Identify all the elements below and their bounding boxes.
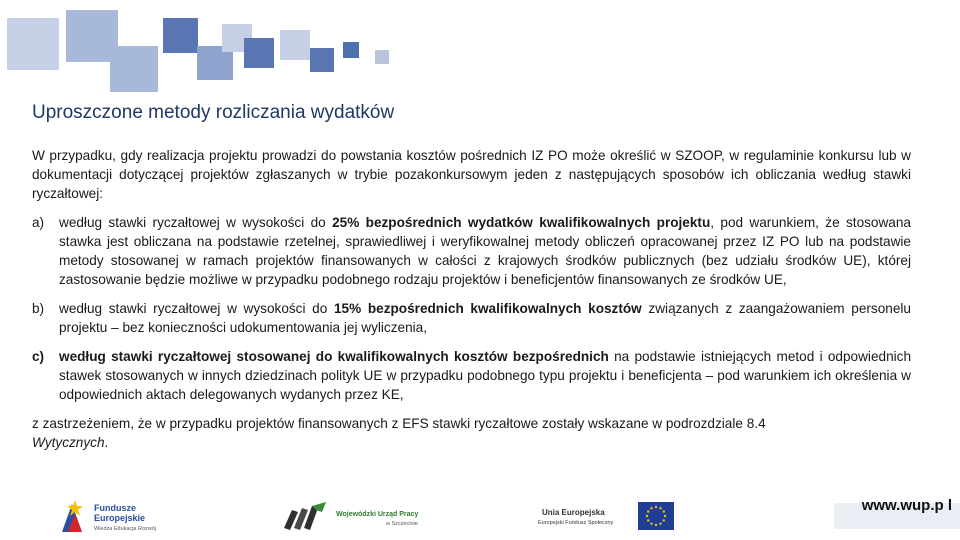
fe-star-icon bbox=[60, 498, 90, 534]
list-item bbox=[32, 213, 911, 289]
unia-europejska-logo bbox=[538, 500, 678, 532]
list-item-text: według stawki ryczałtowej w wysokości do 25% bezpośrednich wydatków kwalifikowalnych projektu, pod warunkiem, że stosowana stawka jest obliczana na podstawie rzetelnej, sprawiedliwej i weryfikowalnej metody obliczeń opracowanej przez IZ PO lub na podstawie metody stosowanej w ramach projektów finansowanych w całości z krajowych środków publicznych (bez udziału środków UE), której zastosowanie będzie możliwe w przypadku podobnego rodzaju projektów i beneficjentów finansowanych ze środków UE, bbox=[59, 215, 911, 287]
ue-line1: Unia Europejska bbox=[542, 508, 605, 517]
slide-title: Uproszczone metody rozliczania wydatków bbox=[32, 102, 395, 123]
slide-content bbox=[32, 146, 911, 452]
fundusze-europejskie-logo bbox=[60, 498, 180, 534]
ue-line2: Europejski Fundusz Społeczny bbox=[538, 520, 614, 526]
eu-flag-icon bbox=[638, 502, 674, 530]
list-marker: b) bbox=[32, 301, 45, 316]
wup-line1: Wojewódzki Urząd Pracy bbox=[336, 511, 419, 518]
fe-line1: Fundusze bbox=[94, 503, 136, 513]
closing-paragraph: z zastrzeżeniem, że w przypadku projektów finansowanych z EFS stawki ryczałtowe zostały wskazane w podrozdziale 8.4 Wytycznych. bbox=[32, 416, 766, 450]
list-item bbox=[32, 347, 911, 404]
list-item-text: według stawki ryczałtowej w wysokości do 15% bezpośrednich kwalifikowalnych kosztów związanych z zaangażowaniem personelu projektu – bez konieczności udokumentowania jej wyliczenia, bbox=[59, 301, 911, 335]
list-item-text: według stawki ryczałtowej stosowanej do kwalifikowalnych kosztów bezpośrednich na podstawie istniejących metod i odpowiednich stawek stosowanych w innych dziedzinach polityk UE w przypadku podobnego typu projektu i beneficjenta – pod warunkiem ich określenia w odpowiednich aktach delegowanych wydanych przez KE, bbox=[59, 349, 912, 402]
intro-paragraph: W przypadku, gdy realizacja projektu prowadzi do powstania kosztów pośrednich IZ PO może określić w SZOOP, w regulaminie konkursu lub w dokumentacji dotyczącej projektów zgłaszanych w trybie pozakonkursowym jeden z następujących sposobów ich obliczania według stawki ryczałtowej: bbox=[32, 148, 911, 201]
fe-line2: Europejskie bbox=[94, 513, 146, 523]
list-marker: a) bbox=[32, 215, 45, 230]
website-link[interactable]: www.wup.p l bbox=[834, 503, 960, 529]
wup-bars-icon bbox=[282, 500, 332, 530]
fe-line3: Wiedza Edukacja Rozwój bbox=[94, 526, 157, 532]
footer-logos bbox=[0, 490, 960, 540]
wup-logo bbox=[282, 498, 432, 534]
list-marker: c) bbox=[32, 349, 45, 364]
wup-line2: w Szczecinie bbox=[386, 521, 418, 527]
list-item bbox=[32, 299, 911, 337]
